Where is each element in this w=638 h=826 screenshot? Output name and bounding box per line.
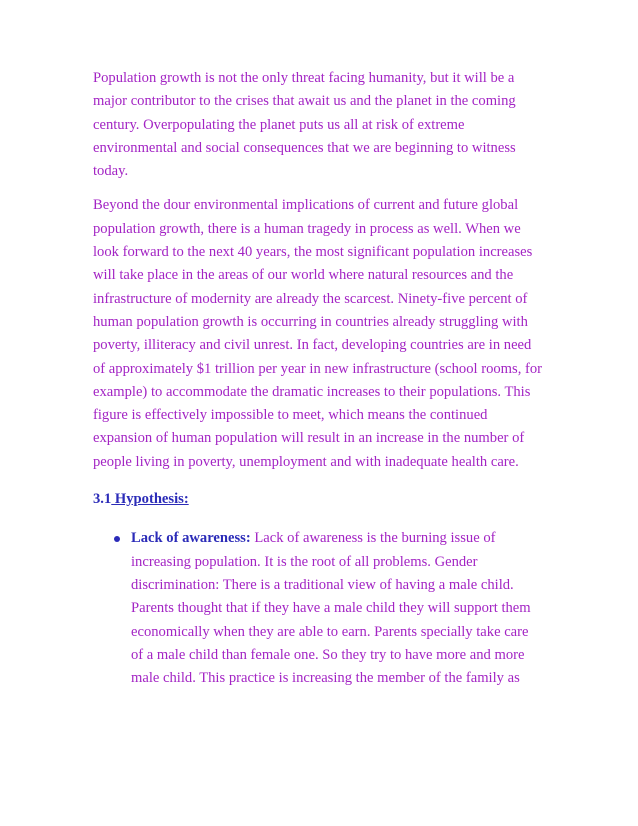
hypothesis-list	[93, 527, 548, 690]
section-title: Hypothesis:	[111, 491, 189, 508]
bullet-text	[131, 527, 548, 690]
section-heading	[93, 488, 548, 511]
bullet-term: Lack of awareness:	[131, 530, 251, 547]
paragraph-population-threat: Population growth is not the only threat facing humanity, but it will be a major contributor to the crises that await us and the planet in the coming century. Overpopulating the planet puts us all at risk of extreme environmental and social consequences that we are beginning to witness today.	[93, 70, 516, 180]
bullet-icon	[114, 536, 120, 542]
bullet-body: Lack of awareness is the burning issue of increasing population. It is the root of all problems. Gender discrimination: There is a traditional view of having a male child. Parents thought that if they have a male child they will support them economically when they are able to earn. Parents specially take care of a male child than female one. So they try to have more and more male child. This practice is increasing the member of the family as	[131, 530, 531, 687]
paragraph-human-tragedy: Beyond the dour environmental implications of current and future global population growth, there is a human tragedy in process as well. When we look forward to the next 40 years, the most significant population increases will take place in the areas of our world where natural resources and the infrastructure of modernity are already the scarcest. Ninety-five percent of human population growth is occurring in countries already struggling with poverty, illiteracy and civil unrest. In fact, developing countries are in need of approximately $1 trillion per year in new infrastructure (school rooms, for example) to accommodate the dramatic increases to their populations. This figure is effectively impossible to meet, which means the continued expansion of human population will result in an increase in the number of people living in poverty, unemployment and with inadequate health care.	[93, 197, 543, 470]
list-item	[93, 527, 548, 690]
document-page	[93, 67, 548, 690]
section-number: 3.1	[93, 491, 112, 508]
